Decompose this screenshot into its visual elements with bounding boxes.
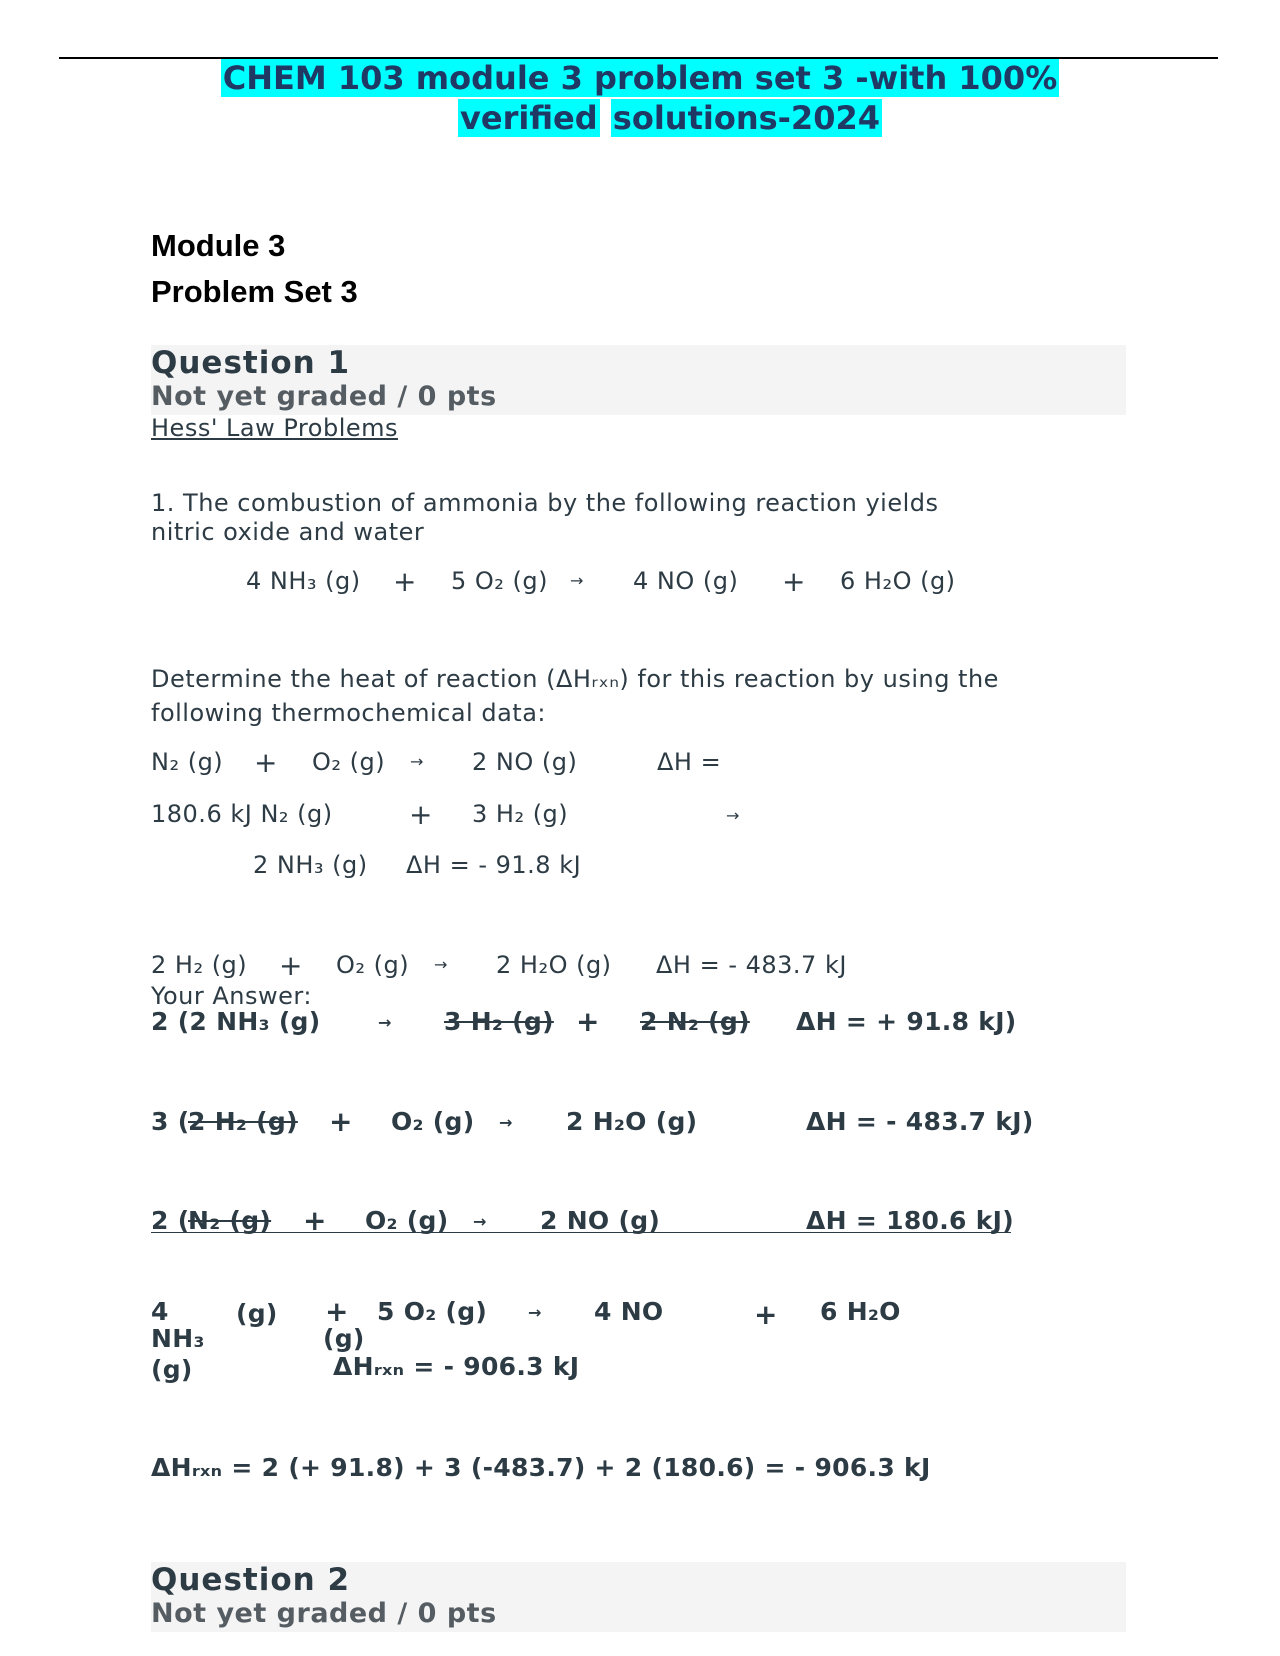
data1-o2: O₂ (g) — [312, 748, 386, 776]
plus-sign: + — [754, 1298, 778, 1331]
plus-sign: + — [279, 949, 303, 982]
ans4-g: (g) — [323, 1324, 365, 1353]
question-title: Question 2 — [151, 1562, 351, 1598]
plus-sign: + — [329, 1105, 353, 1138]
ans4-no: 4 NO — [594, 1297, 664, 1326]
title-line-1: CHEM 103 module 3 problem set 3 -with 100% — [222, 59, 1058, 97]
final-calculation: ΔHᵣₓₙ = 2 (+ 91.8) + 3 (-483.7) + 2 (180.6) = - 906.3 kJ — [151, 1453, 931, 1482]
ans4-g: (g) — [151, 1355, 193, 1384]
product-no: 4 NO (g) — [633, 567, 739, 595]
ans4-g: (g) — [236, 1299, 278, 1328]
prompt-line-2: nitric oxide and water — [151, 518, 425, 546]
question-title: Question 1 — [151, 345, 351, 381]
ans2-o2: O₂ (g) — [391, 1107, 475, 1136]
document-title-line-2: verified solutions-2024 — [460, 99, 880, 137]
reaction-arrow: → — [410, 752, 424, 771]
prompt-line-1: 1. The combustion of ammonia by the following reaction yields — [151, 489, 939, 517]
plus-sign: + — [393, 565, 417, 598]
data4-h2o: 2 H₂O (g) — [496, 951, 612, 979]
reactant-oxygen: 5 O₂ (g) — [451, 567, 548, 595]
ans2-h2o: 2 H₂O (g) — [566, 1107, 698, 1136]
data1-n2: N₂ (g) — [151, 748, 224, 776]
product-water: 6 H₂O (g) — [840, 567, 956, 595]
data3-dh: ΔH = - 91.8 kJ — [406, 851, 582, 879]
data2-text: 180.6 kJ N₂ (g) — [151, 800, 333, 828]
reaction-arrow: → — [378, 1013, 392, 1032]
ans2-dh: ΔH = - 483.7 kJ) — [806, 1107, 1034, 1136]
grading-status: Not yet graded / 0 pts — [151, 1598, 497, 1629]
plus-sign: + — [325, 1295, 349, 1328]
ans3-dh: ΔH = 180.6 kJ) — [806, 1206, 1014, 1235]
ans4-dh: ΔHᵣₓₙ = - 906.3 kJ — [333, 1352, 580, 1381]
ans4-o2: 5 O₂ (g) — [377, 1297, 488, 1326]
ans3-o2: O₂ (g) — [365, 1206, 449, 1235]
determine-line-1: Determine the heat of reaction (ΔHᵣₓₙ) for this reaction by using the — [151, 665, 999, 693]
ans3-no: 2 NO (g) — [540, 1206, 661, 1235]
reaction-arrow: → — [499, 1113, 513, 1132]
reaction-arrow: → — [528, 1303, 542, 1322]
ans4-coef: 4 — [151, 1297, 169, 1326]
ans1-dh: ΔH = + 91.8 kJ) — [796, 1007, 1017, 1036]
reactant-ammonia: 4 NH₃ (g) — [246, 567, 361, 595]
plus-sign: + — [409, 798, 433, 831]
sum-underline — [151, 1232, 1011, 1233]
data4-o2: O₂ (g) — [336, 951, 410, 979]
ans1-n2-cancelled: 2 N₂ (g) — [640, 1007, 750, 1036]
plus-sign: + — [254, 746, 278, 779]
determine-line-2: following thermochemical data: — [151, 699, 546, 727]
question-1-header — [151, 345, 1126, 415]
topic-link[interactable]: Hess' Law Problems — [151, 414, 399, 442]
data2-h2: 3 H₂ (g) — [472, 800, 569, 828]
module-heading: Module 3 — [151, 228, 286, 263]
plus-sign: + — [576, 1005, 600, 1038]
ans3-coef: 2 ( — [151, 1206, 190, 1235]
reaction-arrow: → — [726, 806, 740, 825]
data4-dh: ΔH = - 483.7 kJ — [656, 951, 847, 979]
ans1-h2-cancelled: 3 H₂ (g) — [444, 1007, 554, 1036]
ans2-h2-cancelled: 2 H₂ (g) — [188, 1107, 298, 1136]
question-2-header — [151, 1562, 1126, 1632]
data4-h2: 2 H₂ (g) — [151, 951, 248, 979]
ans4-nh3: NH₃ — [151, 1324, 205, 1353]
your-answer-label: Your Answer: — [151, 982, 312, 1010]
reaction-arrow: → — [434, 955, 448, 974]
ans3-n2-cancelled: N₂ (g) — [188, 1206, 272, 1235]
reaction-arrow: → — [473, 1212, 487, 1231]
reaction-arrow: → — [570, 571, 584, 590]
data3-nh3: 2 NH₃ (g) — [253, 851, 368, 879]
plus-sign: + — [303, 1204, 327, 1237]
problem-set-heading: Problem Set 3 — [151, 274, 358, 309]
data1-no: 2 NO (g) — [472, 748, 578, 776]
ans2-coef: 3 ( — [151, 1107, 190, 1136]
grading-status: Not yet graded / 0 pts — [151, 381, 497, 412]
data1-dh: ΔH = — [657, 748, 722, 776]
ans4-h2o: 6 H₂O — [820, 1297, 901, 1326]
ans1-nh3: 2 (2 NH₃ (g) — [151, 1007, 321, 1036]
document-title — [0, 58, 1280, 98]
plus-sign: + — [782, 565, 806, 598]
